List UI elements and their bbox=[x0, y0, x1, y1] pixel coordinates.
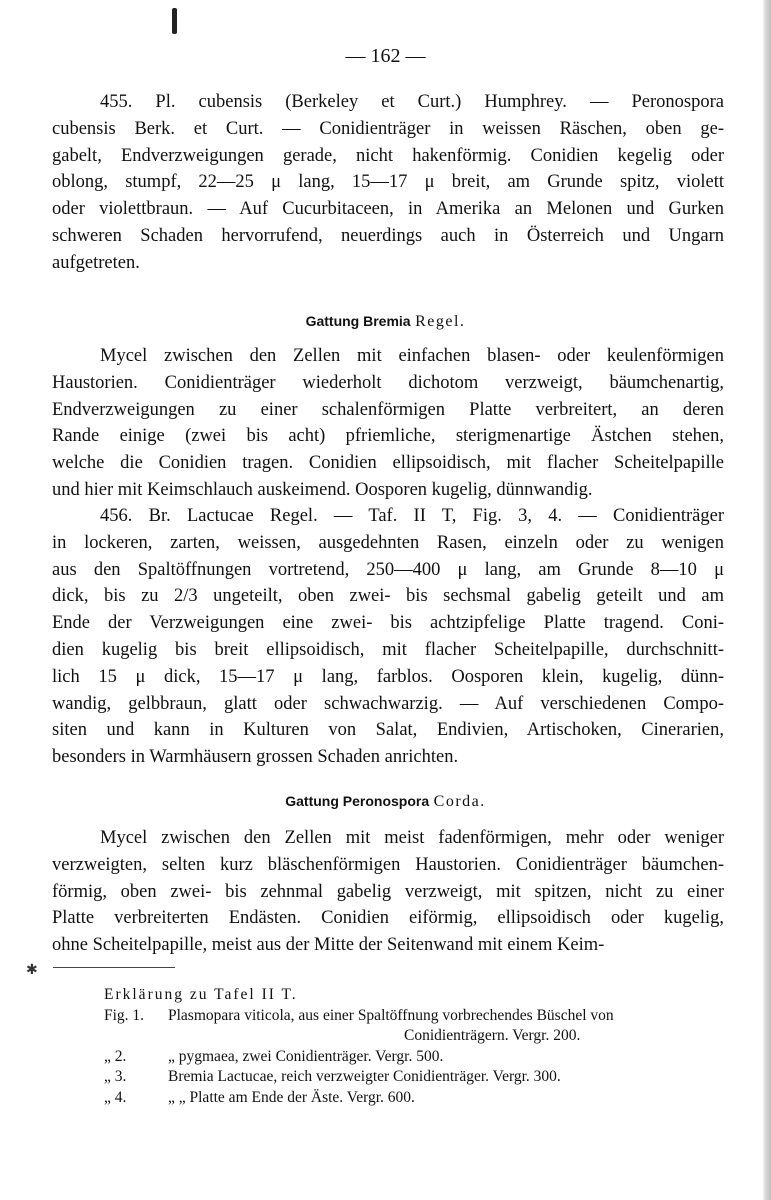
figure-label: Fig. 1. bbox=[104, 1006, 145, 1024]
plate-explanation-row bbox=[104, 1006, 734, 1027]
text-line: aufgetreten. bbox=[52, 252, 140, 273]
text-line: dien kugelig bis breit ellipsoidisch, mit flacher Scheitelpapille, durchschnitt- bbox=[52, 639, 724, 660]
figure-description: Bremia Lactucae, reich verzweigter Conidienträger. Vergr. 300. bbox=[168, 1068, 561, 1085]
plate-explanation-row bbox=[104, 1047, 734, 1068]
paragraph-bremia bbox=[52, 343, 724, 504]
heading-genus: Gattung Peronospora bbox=[285, 793, 430, 809]
scan-artifact bbox=[172, 8, 177, 34]
text-line: 456. Br. Lactucae Regel. — Taf. II T, Fig. 3, 4. — Conidienträger bbox=[100, 506, 724, 526]
text-line: und hier mit Keimschlauch auskeimend. Oosporen kugelig, dünnwandig. bbox=[52, 479, 593, 500]
plate-explanation-row bbox=[104, 1026, 734, 1047]
paragraph-455 bbox=[52, 89, 724, 277]
text-line: Endverzweigungen zu einer schalenförmigen Platte verbreitert, an deren bbox=[52, 399, 724, 420]
heading-author: Regel. bbox=[415, 313, 466, 330]
text-line: schweren Schaden hervorrufend, neuerdings auch in Österreich und Ungarn bbox=[52, 225, 724, 246]
text-line: Ende der Verzweigungen eine zwei- bis achtzipfelige Platte tragend. Coni- bbox=[52, 613, 724, 634]
text-line: aus den Spaltöffnungen vortretend, 250—400 μ lang, am Grunde 8—10 μ bbox=[52, 559, 724, 580]
figure-description: „ pygmaea, zwei Conidienträger. Vergr. 500. bbox=[168, 1047, 444, 1065]
heading-genus: Gattung Bremia bbox=[305, 313, 411, 329]
figure-description: Conidienträgern. Vergr. 200. bbox=[404, 1027, 581, 1044]
footnote-rule bbox=[53, 967, 175, 968]
text-line: Mycel zwischen den Zellen mit meist fadenförmigen, mehr oder weniger bbox=[100, 828, 724, 848]
plate-explanation bbox=[104, 985, 734, 1108]
page-edge-shadow bbox=[762, 0, 771, 1200]
figure-label bbox=[104, 1026, 168, 1047]
text-line: oder violettbraun. — Auf Cucurbitaceen, in Amerika an Melonen und Gurken bbox=[52, 199, 724, 220]
heading-gattung-bremia bbox=[0, 313, 771, 331]
paragraph-peronospora bbox=[52, 825, 724, 959]
text-line: welche die Conidien tragen. Conidien ellipsoidisch, mit flacher Scheitelpapille bbox=[52, 453, 724, 474]
text-line: wandig, gelbbraun, glatt oder schwachwarzig. — Auf verschiedenen Compo- bbox=[52, 693, 724, 714]
text-line: in lockeren, zarten, weissen, ausgedehnten Rasen, einzeln oder zu wenigen bbox=[52, 532, 724, 553]
paragraph-456 bbox=[52, 503, 724, 771]
text-line: dick, bis zu 2/3 ungeteilt, oben zwei- bis sechsmal gabelig geteilt und am bbox=[52, 586, 724, 607]
text-line: lich 15 μ dick, 15—17 μ lang, farblos. Oosporen klein, kugelig, dünn- bbox=[52, 666, 724, 687]
plate-explanation-row bbox=[104, 1067, 734, 1088]
figure-description: „ „ Platte am Ende der Äste. Vergr. 600. bbox=[168, 1088, 415, 1106]
heading-gattung-peronospora bbox=[0, 793, 771, 811]
text-line: förmig, oben zwei- bis zehnmal gabelig verzweigt, mit spitzen, nicht zu einer bbox=[52, 881, 724, 902]
text-line: ohne Scheitelpapille, meist aus der Mitte der Seitenwand mit einem Keim- bbox=[52, 935, 605, 956]
plate-explanation-row bbox=[104, 1088, 734, 1109]
text-line: 455. Pl. cubensis (Berkeley et Curt.) Humphrey. — Peronospora bbox=[100, 92, 724, 112]
text-line: cubensis Berk. et Curt. — Conidienträger in weissen Räschen, oben ge- bbox=[52, 118, 724, 139]
text-line: Haustorien. Conidienträger wiederholt dichotom verzweigt, bäumchenartig, bbox=[52, 372, 724, 393]
text-line: oblong, stumpf, 22—25 μ lang, 15—17 μ breit, am Grunde spitz, violett bbox=[52, 172, 724, 193]
text-line: siten und kann in Kulturen von Salat, Endivien, Artischoken, Cinerarien, bbox=[52, 720, 724, 741]
page-number: — 162 — bbox=[345, 45, 426, 67]
text-line: Mycel zwischen den Zellen mit einfachen blasen- oder keulenförmigen bbox=[100, 346, 724, 366]
figure-label: „ 4. bbox=[104, 1088, 127, 1106]
heading-author: Corda. bbox=[433, 793, 486, 810]
text-line: verzweigten, selten kurz bläschenförmigen Haustorien. Conidienträger bäumchen- bbox=[52, 854, 724, 875]
text-line: Platte verbreiterten Endästen. Conidien eiförmig, ellipsoidisch oder kugelig, bbox=[52, 908, 724, 929]
figure-label: „ 3. bbox=[104, 1068, 127, 1085]
scan-speck: ✱ bbox=[26, 963, 38, 978]
text-line: Rande einige (zwei bis acht) pfriemliche, sterigmenartige Ästchen stehen, bbox=[52, 426, 724, 447]
plate-explanation-title: Erklärung zu Tafel II T. bbox=[104, 986, 298, 1003]
text-line: besonders in Warmhäusern grossen Schaden anrichten. bbox=[52, 747, 459, 768]
figure-description: Plasmopara viticola, aus einer Spaltöffnung vorbrechendes Büschel von bbox=[168, 1006, 614, 1024]
text-line: gabelt, Endverzweigungen gerade, nicht hakenförmig. Conidien kegelig oder bbox=[52, 145, 724, 166]
figure-label: „ 2. bbox=[104, 1047, 127, 1065]
